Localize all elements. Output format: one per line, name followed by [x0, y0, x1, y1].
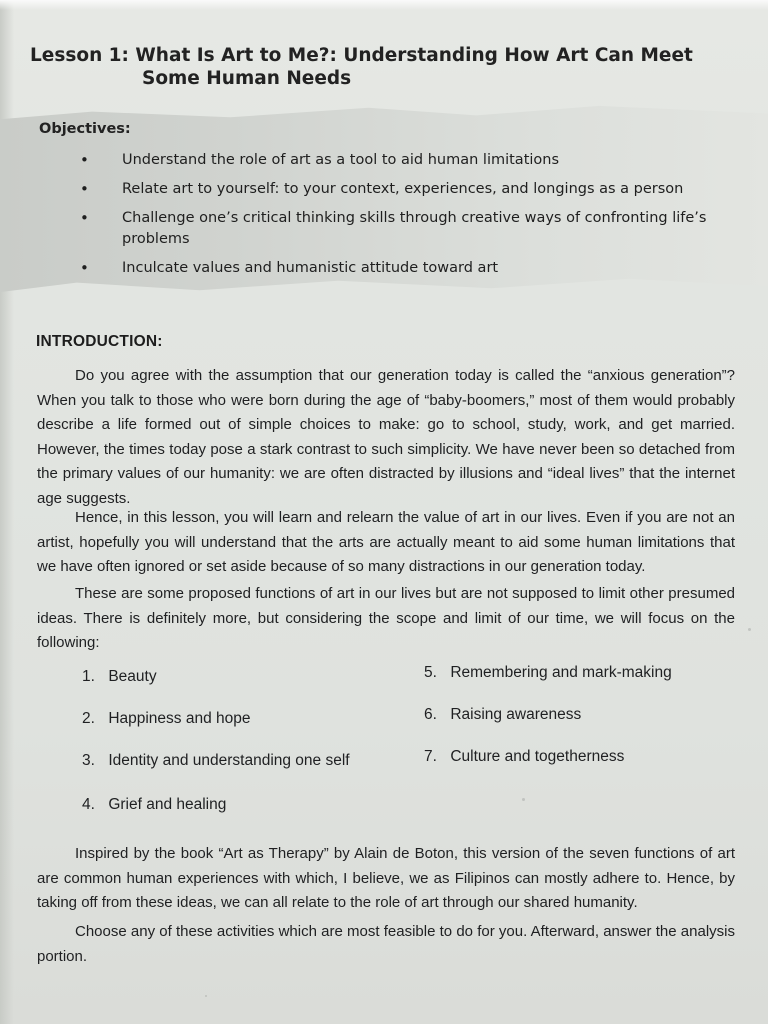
function-item — [424, 748, 624, 766]
function-label: Happiness and hope — [108, 710, 251, 727]
function-number: 2. — [82, 710, 95, 727]
lesson-title-line-1: Lesson 1: What Is Art to Me?: Understanding How Art Can Meet — [30, 45, 693, 66]
function-label: Identity and understanding one self — [108, 752, 350, 769]
objectives-heading: Objectives: — [39, 121, 131, 137]
print-speck — [748, 628, 751, 631]
print-speck — [205, 995, 207, 997]
function-number: 6. — [424, 706, 437, 723]
function-item — [82, 752, 350, 770]
function-number: 1. — [82, 668, 95, 685]
function-label: Culture and togetherness — [450, 748, 625, 765]
function-item — [424, 706, 581, 724]
introduction-heading: INTRODUCTION: — [36, 333, 163, 350]
objectives-list — [80, 150, 740, 287]
function-number: 5. — [424, 664, 437, 681]
function-item — [82, 796, 226, 814]
closing-paragraph-1: Inspired by the book “Art as Therapy” by Alain de Boton, this version of the seven functions of art are common human experiences with which, I believe, we as Filipinos can mostly adhere to. Hence, by taking off from these ideas, we can all relate to the role of art through our shared humanity. — [37, 845, 735, 911]
closing-paragraph-2: Choose any of these activities which are most feasible to do for you. Afterward, answer the analysis portion. — [37, 923, 735, 965]
lesson-title — [30, 44, 730, 90]
bullet-icon: • — [80, 209, 89, 227]
function-item — [82, 710, 251, 728]
bullet-icon: • — [80, 259, 89, 277]
functions-list — [82, 664, 742, 828]
intro-paragraph-2: Hence, in this lesson, you will learn and relearn the value of art in our lives. Even if you are not an artist, hopefully you will understand that the arts are actually meant to aid some human limitations that we have often ignored or set aside because of so many distractions in our generation today. — [37, 509, 735, 575]
function-number: 4. — [82, 796, 95, 813]
function-label: Remembering and mark-making — [450, 664, 672, 681]
intro-paragraph-3: These are some proposed functions of art in our lives but are not supposed to limit other presumed ideas. There is definitely more, but considering the scope and limit of our time, we will focus on the following: — [37, 585, 735, 651]
objective-item — [80, 179, 740, 200]
objective-item — [80, 258, 740, 279]
function-label: Beauty — [108, 668, 157, 685]
objective-item — [80, 208, 740, 250]
objective-text: Inculcate values and humanistic attitude toward art — [122, 260, 499, 276]
page-top-edge — [0, 0, 768, 10]
intro-paragraph-1: Do you agree with the assumption that our generation today is called the “anxious generation”? When you talk to those who were born during the age of “baby-boomers,” most of them would probably describe a life formed out of simple choices to make: go to school, study, work, and get married. However, the times today pose a stark contrast to such simplicity. We have never been so detached from the primary values of our humanity: we are often distracted by illusions and “ideal lives” that the internet age suggests. — [37, 367, 735, 507]
function-label: Raising awareness — [450, 706, 582, 723]
function-item — [82, 668, 157, 686]
bullet-icon: • — [80, 151, 89, 169]
function-number: 7. — [424, 748, 437, 765]
function-label: Grief and healing — [108, 796, 227, 813]
print-speck — [522, 798, 525, 801]
objective-item — [80, 150, 740, 171]
objective-text: Understand the role of art as a tool to aid human limitations — [122, 152, 560, 168]
function-number: 3. — [82, 752, 95, 769]
function-item — [424, 664, 672, 682]
bullet-icon: • — [80, 180, 89, 198]
objective-text: Relate art to yourself: to your context, experiences, and longings as a person — [122, 181, 684, 197]
lesson-title-line-2: Some Human Needs — [142, 68, 352, 89]
objective-text: Challenge one’s critical thinking skills through creative ways of confronting life’s problems — [122, 210, 707, 247]
